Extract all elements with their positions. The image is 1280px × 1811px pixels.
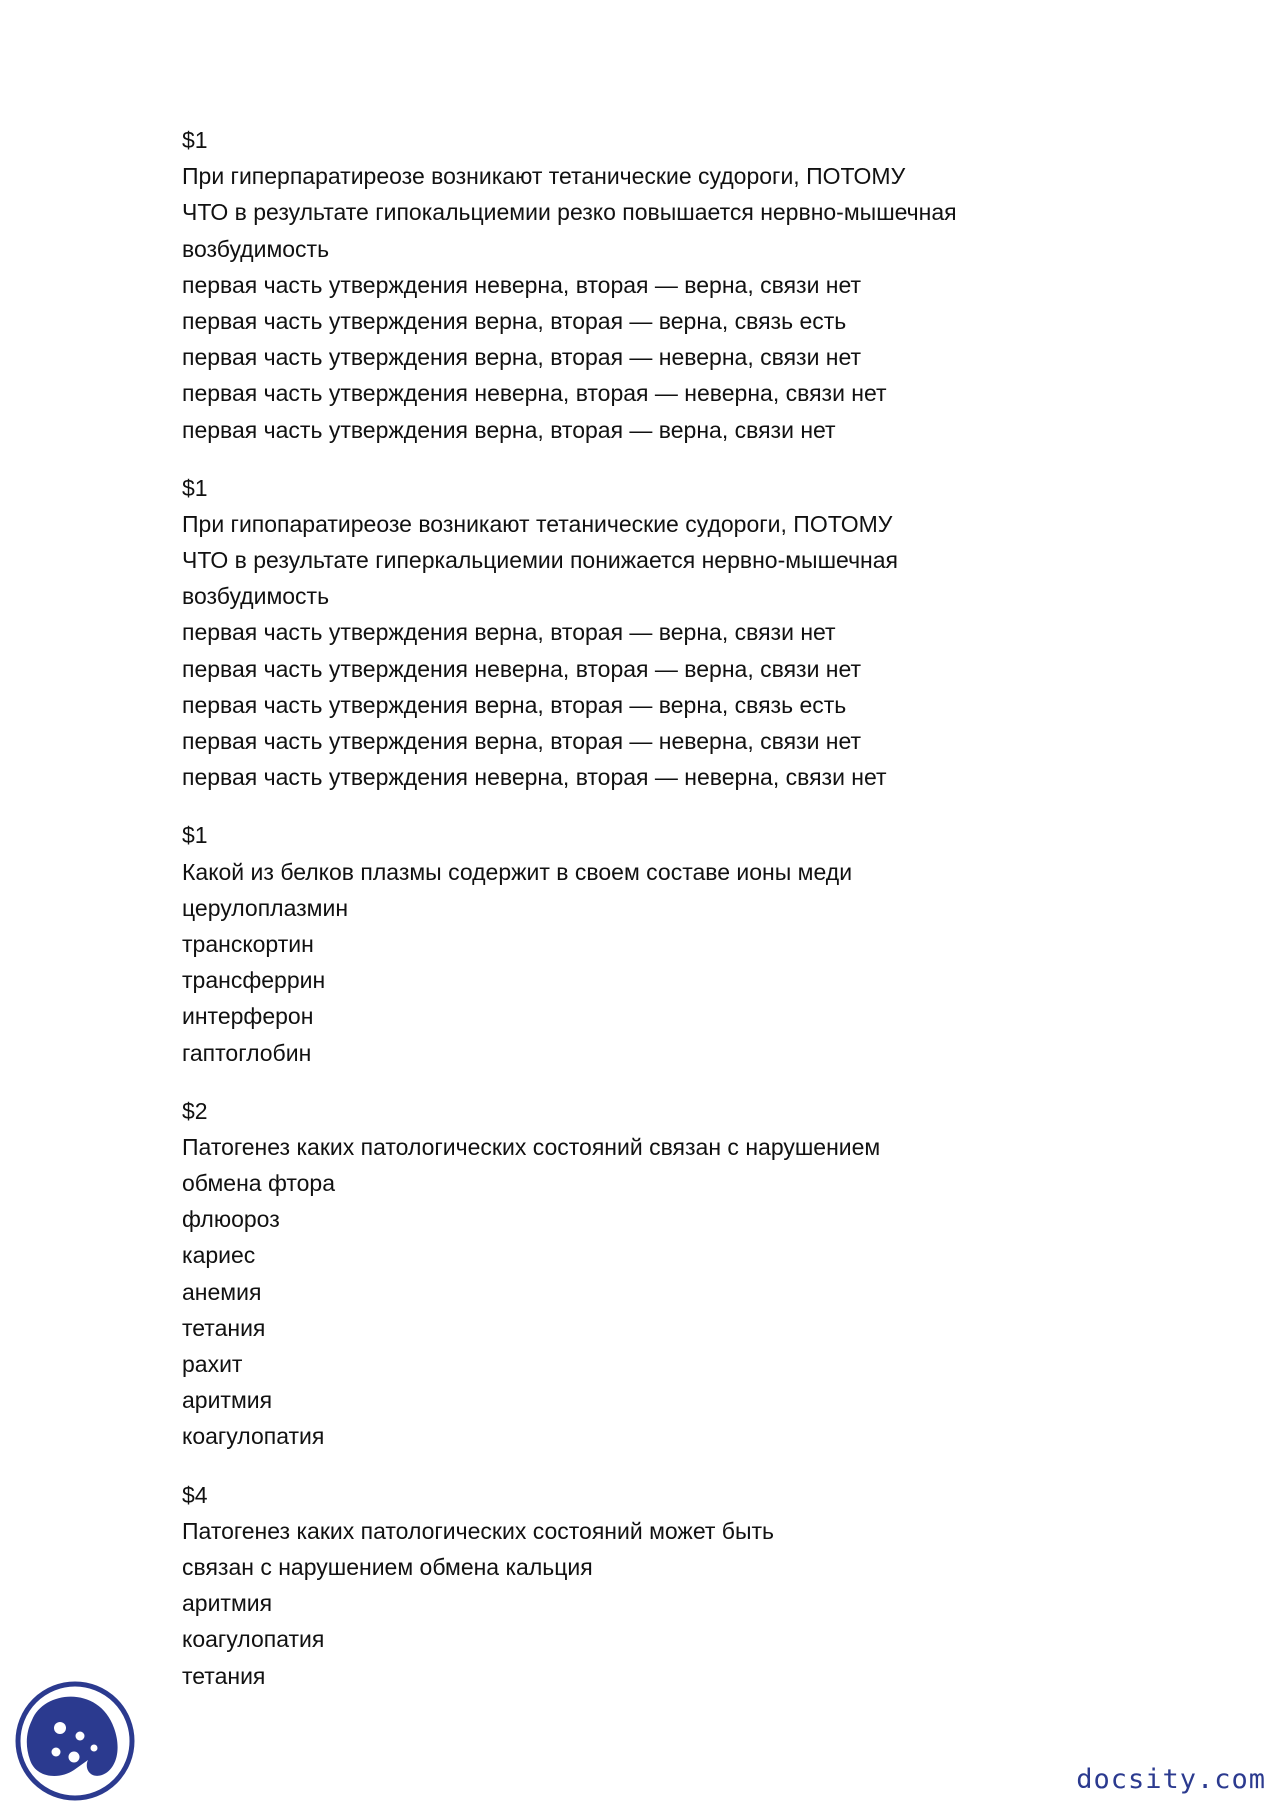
answer-option: трансферрин: [182, 967, 326, 994]
docsity-logo-graphic: [14, 1680, 136, 1802]
question-block: [182, 817, 1082, 1070]
question-block: [182, 1477, 1082, 1694]
answer-option: аритмия: [182, 1387, 273, 1414]
question-text: возбудимость: [182, 235, 330, 262]
question-text: Какой из белков плазмы содержит в своем составе ионы меди: [182, 858, 853, 885]
answer-option: первая часть утверждения верна, вторая — верна, связи нет: [182, 619, 836, 646]
answer-option: первая часть утверждения верна, вторая — верна, связь есть: [182, 307, 847, 334]
document-body: [182, 122, 1082, 1716]
question-text: связан с нарушением обмена кальция: [182, 1553, 593, 1580]
answer-option: первая часть утверждения верна, вторая — верна, связь есть: [182, 691, 847, 718]
question-block: [182, 122, 1082, 448]
question-text: обмена фтора: [182, 1170, 336, 1197]
answer-option: тетания: [182, 1662, 266, 1689]
answer-option: церулоплазмин: [182, 894, 349, 921]
answer-option: рахит: [182, 1351, 243, 1377]
answer-option: аритмия: [182, 1590, 273, 1617]
answer-option: первая часть утверждения верна, вторая — неверна, связи нет: [182, 344, 862, 371]
answer-option: тетания: [182, 1314, 266, 1341]
question-score: $4: [182, 1481, 208, 1508]
question-block: [182, 1093, 1082, 1455]
docsity-logo-icon[interactable]: [14, 1680, 136, 1802]
question-text: Патогенез каких патологических состояний связан с нарушением: [182, 1133, 881, 1160]
answer-option: первая часть утверждения неверна, вторая — верна, связи нет: [182, 271, 862, 298]
answer-option: интерферон: [182, 1003, 314, 1030]
question-text: ЧТО в результате гиперкальциемии понижается нервно-мышечная: [182, 547, 898, 574]
answer-option: гаптоглобин: [182, 1039, 312, 1066]
answer-option: первая часть утверждения неверна, вторая — неверна, связи нет: [182, 764, 887, 791]
answer-option: анемия: [182, 1278, 262, 1305]
question-text: При гипопаратиреозе возникают тетанические судороги, ПОТОМУ: [182, 510, 893, 537]
answer-option: первая часть утверждения неверна, вторая — неверна, связи нет: [182, 380, 887, 407]
answer-option: первая часть утверждения неверна, вторая — верна, связи нет: [182, 655, 862, 682]
question-score: $1: [182, 127, 208, 153]
question-text: Патогенез каких патологических состояний может быть: [182, 1517, 774, 1544]
question-text: возбудимость: [182, 583, 330, 610]
question-block: [182, 470, 1082, 796]
question-score: $1: [182, 474, 208, 501]
answer-option: транскортин: [182, 930, 314, 957]
question-score: $2: [182, 1097, 208, 1124]
answer-option: первая часть утверждения верна, вторая — неверна, связи нет: [182, 728, 862, 754]
answer-option: коагулопатия: [182, 1626, 325, 1653]
docsity-watermark[interactable]: docsity.com: [1076, 1764, 1266, 1795]
answer-option: кариес: [182, 1242, 256, 1269]
question-text: При гиперпаратиреозе возникают тетанические судороги, ПОТОМУ: [182, 163, 906, 190]
question-text: ЧТО в результате гипокальциемии резко повышается нервно-мышечная: [182, 199, 957, 226]
answer-option: коагулопатия: [182, 1423, 325, 1450]
answer-option: флюороз: [182, 1206, 280, 1233]
answer-option: первая часть утверждения верна, вторая — верна, связи нет: [182, 416, 836, 443]
question-score: $1: [182, 822, 208, 849]
